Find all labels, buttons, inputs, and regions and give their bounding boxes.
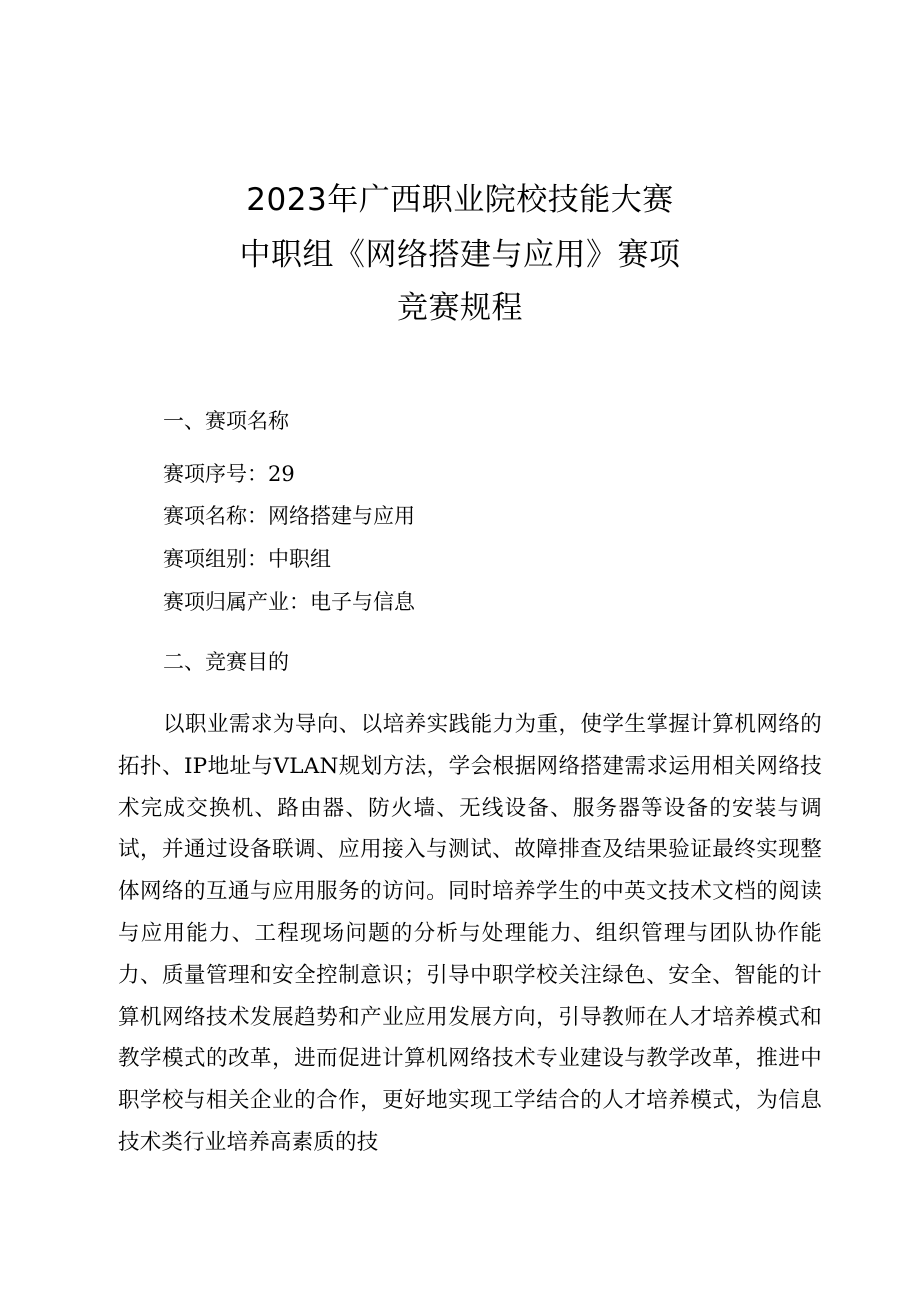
title-line-1: 2023年广西职业院校技能大赛 [246,182,674,218]
section-1-heading: 一、赛项名称 [163,409,289,433]
title-line-3: 竞赛规程 [397,290,523,326]
section-2-paragraph: 以职业需求为导向、以培养实践能力为重，使学生掌握计算机网络的拓扑、IP地址与VLAN规划方法，学会根据网络搭建需求运用相关网络技术完成交换机、路由器、防火墙、无线设备、服务器等设备的安装与调试，并通过设备联调、应用接入与测试、故障排查及结果验证最终实现整体网络的互通与应用服务的访问。同时培养学生的中英文技术文档的阅读与应用能力、工程现场问题的分析与处理能力、组织管理与团队协作能力、质量管理和安全控制意识；引导中职学校关注绿色、安全、智能的计算机网络技术发展趋势和产业应用发展方向，引导教师在人才培养模式和教学模式的改革，进而促进计算机网络技术专业建设与教学改革，推进中职学校与相关企业的合作，更好地实现工学结合的人才培养模式，为信息技术类行业培养高素质的技 [118,712,822,1155]
item-event-group: 赛项组别：中职组 [163,547,331,571]
item-event-name: 赛项名称：网络搭建与应用 [163,504,415,528]
item-event-number: 赛项序号：29 [163,462,295,486]
title-line-2: 中职组《网络搭建与应用》赛项 [239,237,681,273]
item-event-industry: 赛项归属产业：电子与信息 [163,590,415,614]
section-2-heading: 二、竞赛目的 [163,650,289,674]
